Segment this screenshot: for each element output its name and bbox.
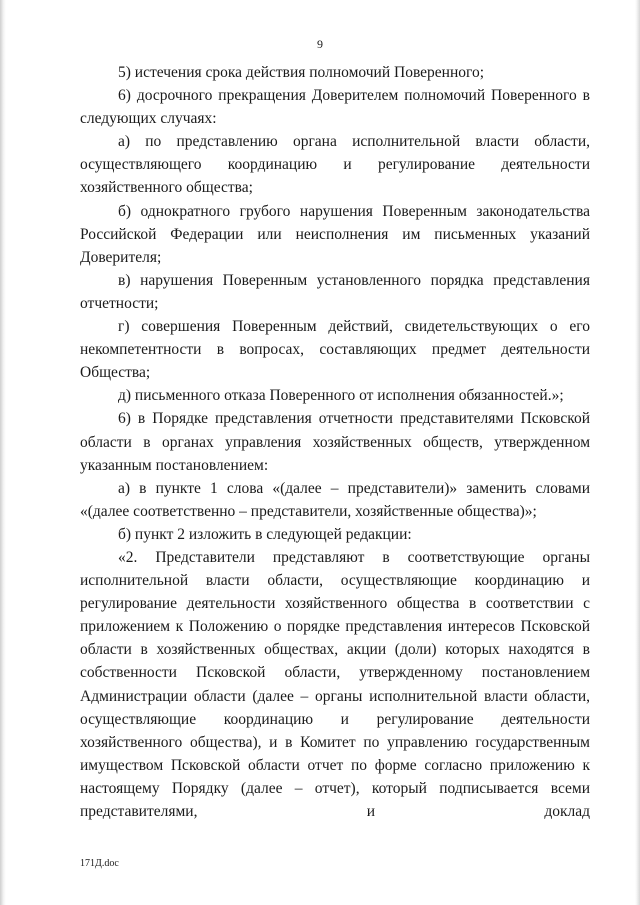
paragraph: а) по представлению органа исполнительной власти области, осуществляющего координацию и регулирование деятельности хозяйственного общества; bbox=[80, 133, 590, 197]
paragraph: г) совершения Поверенным действий, свидетельствующих о его некомпетентности в вопросах, составляющих предмет деятельности Общества; bbox=[80, 318, 590, 382]
paragraph: б) пункт 2 изложить в следующей редакции: bbox=[118, 525, 412, 543]
scan-edge-left bbox=[0, 0, 6, 905]
paragraph: 6) в Порядке представления отчетности представителями Псковской области в органах управления хозяйственных обществ, утвержденном указанным постановлением: bbox=[80, 410, 590, 474]
paragraph: в) нарушения Поверенным установленного порядка представления отчетности; bbox=[80, 271, 590, 312]
scan-edge-right bbox=[635, 0, 640, 905]
paragraph: б) однократного грубого нарушения Поверенным законодательства Российской Федерации или неисполнения им письменных указаний Доверителя; bbox=[80, 202, 590, 266]
page-number: 9 bbox=[317, 37, 323, 51]
file-name-footer: 171Д.doc bbox=[80, 858, 119, 869]
paragraph: «2. Представители представляют в соответствующие органы исполнительной власти области, осуществляющие координацию и регулирование деятельности хозяйственного общества в соответствии с приложением к Положению о порядке представления интересов Псковской области в хозяйственных обществах, акции (доли) которых находятся в собственности Псковской области, утвержденному постановлением Администрации области (далее – органы исполнительной власти области, осуществляющие координацию и регулирование деятельности хозяйственного общества), и в Комитет по управлению государственным имуществом Псковской области отчет по форме согласно приложению к настоящему Порядку (далее – отчет), который подписывается всеми представителями, и доклад bbox=[80, 548, 590, 820]
paragraph: а) в пункте 1 слова «(далее – представители)» заменить словами «(далее соответственно – представители, хозяйственные общества)»; bbox=[80, 479, 590, 520]
paragraph: 6) досрочного прекращения Доверителем полномочий Поверенного в следующих случаях: bbox=[80, 87, 590, 128]
paragraph: 5) истечения срока действия полномочий Поверенного; bbox=[118, 64, 485, 81]
document-body bbox=[80, 61, 590, 823]
paragraph: д) письменного отказа Поверенного от исполнения обязанностей.»; bbox=[118, 387, 564, 405]
